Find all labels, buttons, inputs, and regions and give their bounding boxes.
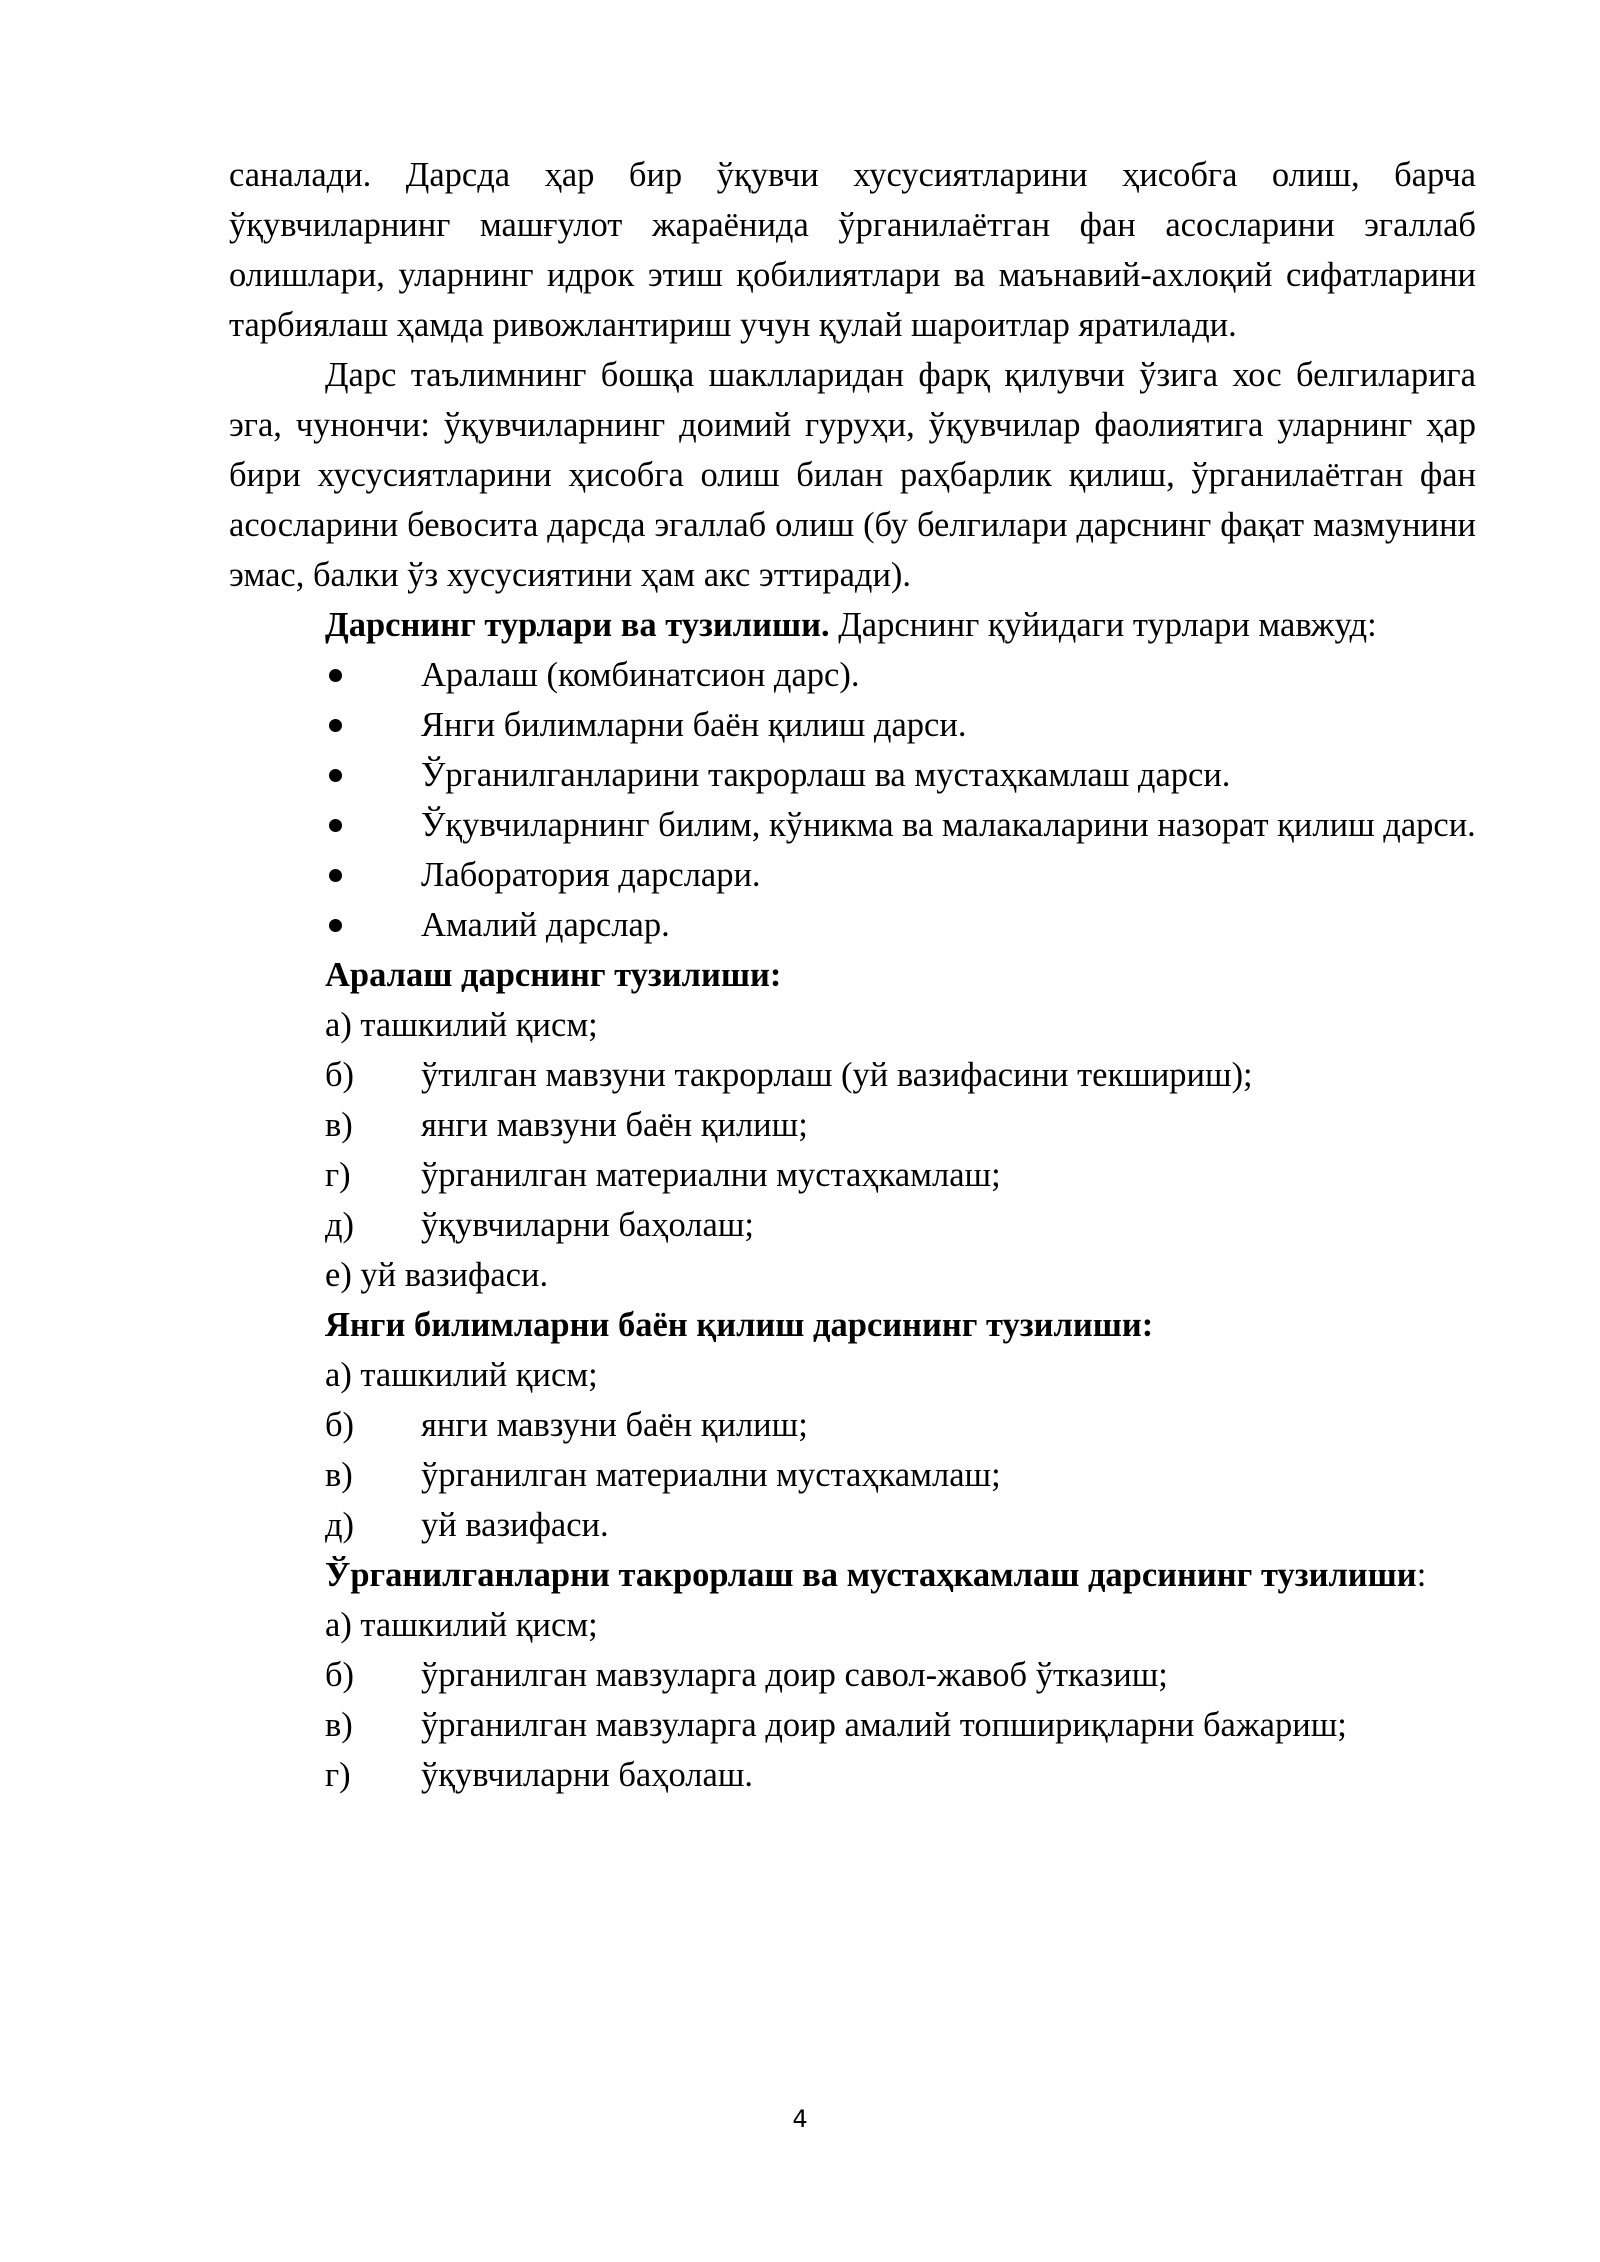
bullet-item: Аралаш (комбинатсион дарс). bbox=[229, 650, 1476, 700]
list-item: г) ўқувчиларни баҳолаш. bbox=[325, 1756, 754, 1794]
list-item: г) ўрганилган материални мустаҳкамлаш; bbox=[325, 1156, 1001, 1194]
list-item: б) янги мавзуни баён қилиш; bbox=[325, 1406, 808, 1444]
lesson-types-heading: Дарснинг турлари ва тузилиши. bbox=[325, 606, 830, 644]
list-item: б) ўрганилган мавзуларга доир савол-жавоб ўтказиш; bbox=[325, 1656, 1168, 1694]
bullet-item: Лаборатория дарслари. bbox=[229, 850, 1476, 900]
list-item: в) ўрганилган мавзуларга доир амалий топшириқларни бажариш; bbox=[325, 1706, 1347, 1744]
bullet-dot-icon bbox=[329, 769, 342, 782]
section-heading: Аралаш дарснинг тузилиши: bbox=[325, 956, 782, 994]
list-item: д) уй вазифаси. bbox=[325, 1506, 609, 1544]
bullet-dot-icon bbox=[329, 819, 342, 832]
bullet-dot-icon bbox=[329, 669, 342, 682]
page-body bbox=[229, 150, 1476, 1800]
bullet-item: Ўрганилганларини такрорлаш ва мустаҳкамлаш дарси. bbox=[229, 750, 1476, 800]
bullet-dot-icon bbox=[329, 719, 342, 732]
list-item: а) ташкилий қисм; bbox=[325, 1606, 598, 1644]
list-item: б) ўтилган мавзуни такрорлаш (уй вазифасини текшириш); bbox=[325, 1056, 1253, 1094]
list-item: е) уй вазифаси. bbox=[325, 1256, 549, 1294]
list-item: а) ташкилий қисм; bbox=[325, 1006, 598, 1044]
section-heading: Ўрганилганларни такрорлаш ва мустаҳкамлаш дарсининг тузилиши: bbox=[325, 1556, 1427, 1594]
bullet-item: Амалий дарслар. bbox=[229, 900, 1476, 950]
bullet-dot-icon bbox=[329, 919, 342, 932]
list-item: а) ташкилий қисм; bbox=[325, 1356, 598, 1394]
paragraph-1: саналади. Дарсда ҳар бир ўқувчи хусусиятларини ҳисобга олиш, барча ўқувчиларнинг машғулот жараёнида ўрганилаётган фан асосларини эгаллаб олишлари, уларнинг идрок этиш қобилиятлари ва маънавий-ахлоқий сифатларини тарбиялаш ҳамда ривожлантириш учун қулай шароитлар яратилади. bbox=[229, 156, 1476, 344]
paragraph-3 bbox=[229, 600, 1476, 650]
bullet-item: Ўқувчиларнинг билим, кўникма ва малакаларини назорат қилиш дарси. bbox=[229, 800, 1476, 850]
bullet-dot-icon bbox=[329, 869, 342, 882]
bullet-item: Янги билимларни баён қилиш дарси. bbox=[229, 700, 1476, 750]
section-heading: Янги билимларни баён қилиш дарсининг тузилиши: bbox=[325, 1306, 1154, 1344]
list-item: в) ўрганилган материални мустаҳкамлаш; bbox=[325, 1456, 1001, 1494]
list-item: в) янги мавзуни баён қилиш; bbox=[325, 1106, 808, 1144]
lesson-types-intro: Дарснинг қуйидаги турлари мавжуд: bbox=[829, 606, 1377, 644]
page-number: 4 bbox=[792, 2105, 808, 2133]
paragraph-2: Дарс таълимнинг бошқа шаклларидан фарқ қилувчи ўзига хос белгиларига эга, чунончи: ўқувчиларнинг доимий гуруҳи, ўқувчилар фаолиятига уларнинг ҳар бири хусусиятларини ҳисобга олиш билан раҳбарлик қилиш, ўрганилаётган фан асосларини бевосита дарсда эгаллаб олиш (бу белгилари дарснинг фақат мазмунини эмас, балки ўз хусусиятини ҳам акс эттиради). bbox=[229, 356, 1476, 594]
list-item: д) ўқувчиларни баҳолаш; bbox=[325, 1206, 754, 1244]
